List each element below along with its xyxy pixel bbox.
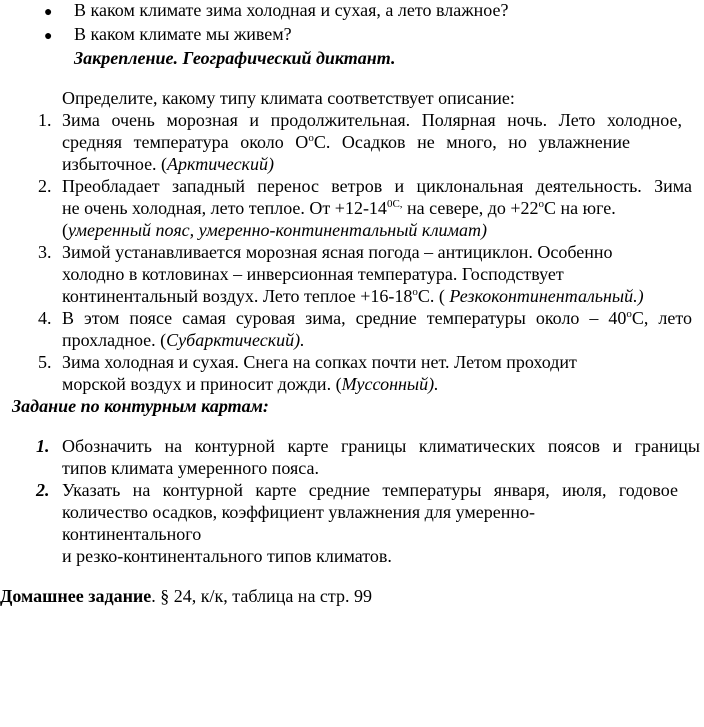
item-3-line-3: континентальный воздух. Лето теплое $+16-18^оС$. ( Резкоконтинентальный.) [62,286,644,306]
item-4-line-1: В этом поясе самая суровая зима, средние температуры около – $40^оС$, лето [62,308,692,328]
task-1-line-1: Обозначить на контурной карте границы климатических поясов и границы [62,436,700,456]
item-number: 2. [38,176,52,196]
item-number: 3. [38,242,52,262]
item-5-line-1: Зима холодная и сухая. Снега на сопках почти нет. Летом проходит [62,352,577,372]
task-number: 1. [36,436,50,456]
task-2-line-2: количество осадков, коэффициент увлажнения для умеренно- [62,502,535,522]
task-number: 2. [36,480,50,500]
item-1-line-3: избыточное. (Арктический) [62,154,274,174]
item-4-line-2: прохладное. (Субарктический). [62,330,305,350]
item-2-line-3: (умеренный пояс, умеренно-континентальный климат) [62,220,488,240]
item-3-line-2: холодно в котловинах – инверсионная температура. Господствует [62,264,564,284]
question-1: В каком климате зима холодная и сухая, а лето влажное? [74,0,509,20]
item-1-line-2: средняя температура около $О^оС$. Осадков не много, но увлажнение [62,132,630,152]
item-2-line-1: Преобладает западный перенос ветров и циклональная деятельность. Зима [62,176,692,196]
item-1-line-1: Зима очень морозная и продолжительная. Полярная ночь. Лето холодное, [62,110,682,130]
question-2: В каком климате мы живем? [74,24,292,44]
item-number: 4. [38,308,52,328]
item-number: 1. [38,110,52,130]
task-2-line-1: Указать на контурной карте средние температуры января, июля, годовое [62,480,678,500]
homework [0,586,372,607]
dictation-heading: Закрепление. Географический диктант. [74,48,396,68]
item-3-line-1: Зимой устанавливается морозная ясная погода – антициклон. Особенно [62,242,613,262]
task-2-line-4: и резко-континентального типов климатов. [62,546,392,566]
item-number: 5. [38,352,52,372]
task-2-line-3: континентального [62,524,202,544]
homework-label: Домашнее задание [0,586,152,606]
item-2-line-2: не очень холодная, лето теплое. От $+12-14^{0С,}$ на севере, до $+22^оС$ на юге. [62,198,616,218]
homework-text: . § 24, к/к, таблица на стр. 99 [151,586,373,606]
dictation-intro: Определите, какому типу климата соответствует описание: [62,88,515,108]
contour-heading: Задание по контурным картам: [12,396,269,416]
item-5-line-2: морской воздух и приносит дожди. (Муссонный). [62,374,439,394]
bullet-icon: ● [44,29,53,44]
bullet-icon: ● [44,5,53,20]
task-1-line-2: типов климата умеренного пояса. [62,458,319,478]
